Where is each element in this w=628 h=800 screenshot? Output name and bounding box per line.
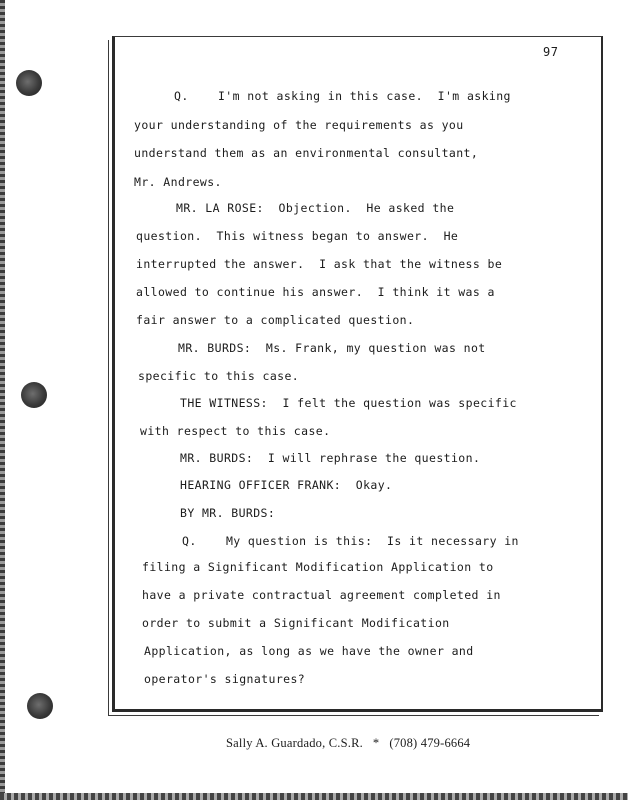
- transcript-line: operator's signatures?: [144, 672, 306, 686]
- scan-edge-left: [0, 0, 5, 800]
- transcript-line: MR. BURDS: I will rephrase the question.: [180, 451, 481, 465]
- transcript-line: Mr. Andrews.: [134, 175, 222, 189]
- transcript-line: have a private contractual agreement completed in: [142, 588, 501, 602]
- page-number: 97: [543, 45, 559, 59]
- transcript-line: Application, as long as we have the owner and: [144, 644, 474, 658]
- transcript-line: question. This witness began to answer. He: [136, 229, 459, 243]
- transcript-line: MR. BURDS: Ms. Frank, my question was not: [178, 341, 486, 355]
- transcript-line: Q. I'm not asking in this case. I'm asking: [174, 89, 511, 103]
- transcript-line: BY MR. BURDS:: [180, 506, 276, 520]
- transcript-line: your understanding of the requirements as you: [134, 118, 464, 132]
- transcript-line: allowed to continue his answer. I think it was a: [136, 285, 495, 299]
- transcript-line: interrupted the answer. I ask that the witness be: [136, 257, 503, 271]
- transcript-line: understand them as an environmental consultant,: [134, 146, 479, 160]
- transcript-line: MR. LA ROSE: Objection. He asked the: [176, 201, 455, 215]
- transcript-line: order to submit a Significant Modification: [142, 616, 450, 630]
- punch-hole-middle: [21, 382, 47, 408]
- transcript-line: specific to this case.: [138, 369, 300, 383]
- transcript-line: filing a Significant Modification Application to: [142, 560, 494, 574]
- transcript-line: HEARING OFFICER FRANK: Okay.: [180, 478, 393, 492]
- transcript-line: fair answer to a complicated question.: [136, 313, 415, 327]
- punch-hole-top: [16, 70, 42, 96]
- punch-hole-bottom: [27, 693, 53, 719]
- scan-edge-bottom: [0, 793, 628, 800]
- transcript-line: with respect to this case.: [140, 424, 331, 438]
- transcript-line: Q. My question is this: Is it necessary in: [182, 534, 519, 548]
- transcript-line: THE WITNESS: I felt the question was specific: [180, 396, 517, 410]
- court-reporter-footer: Sally A. Guardado, C.S.R. * (708) 479-6664: [226, 736, 471, 750]
